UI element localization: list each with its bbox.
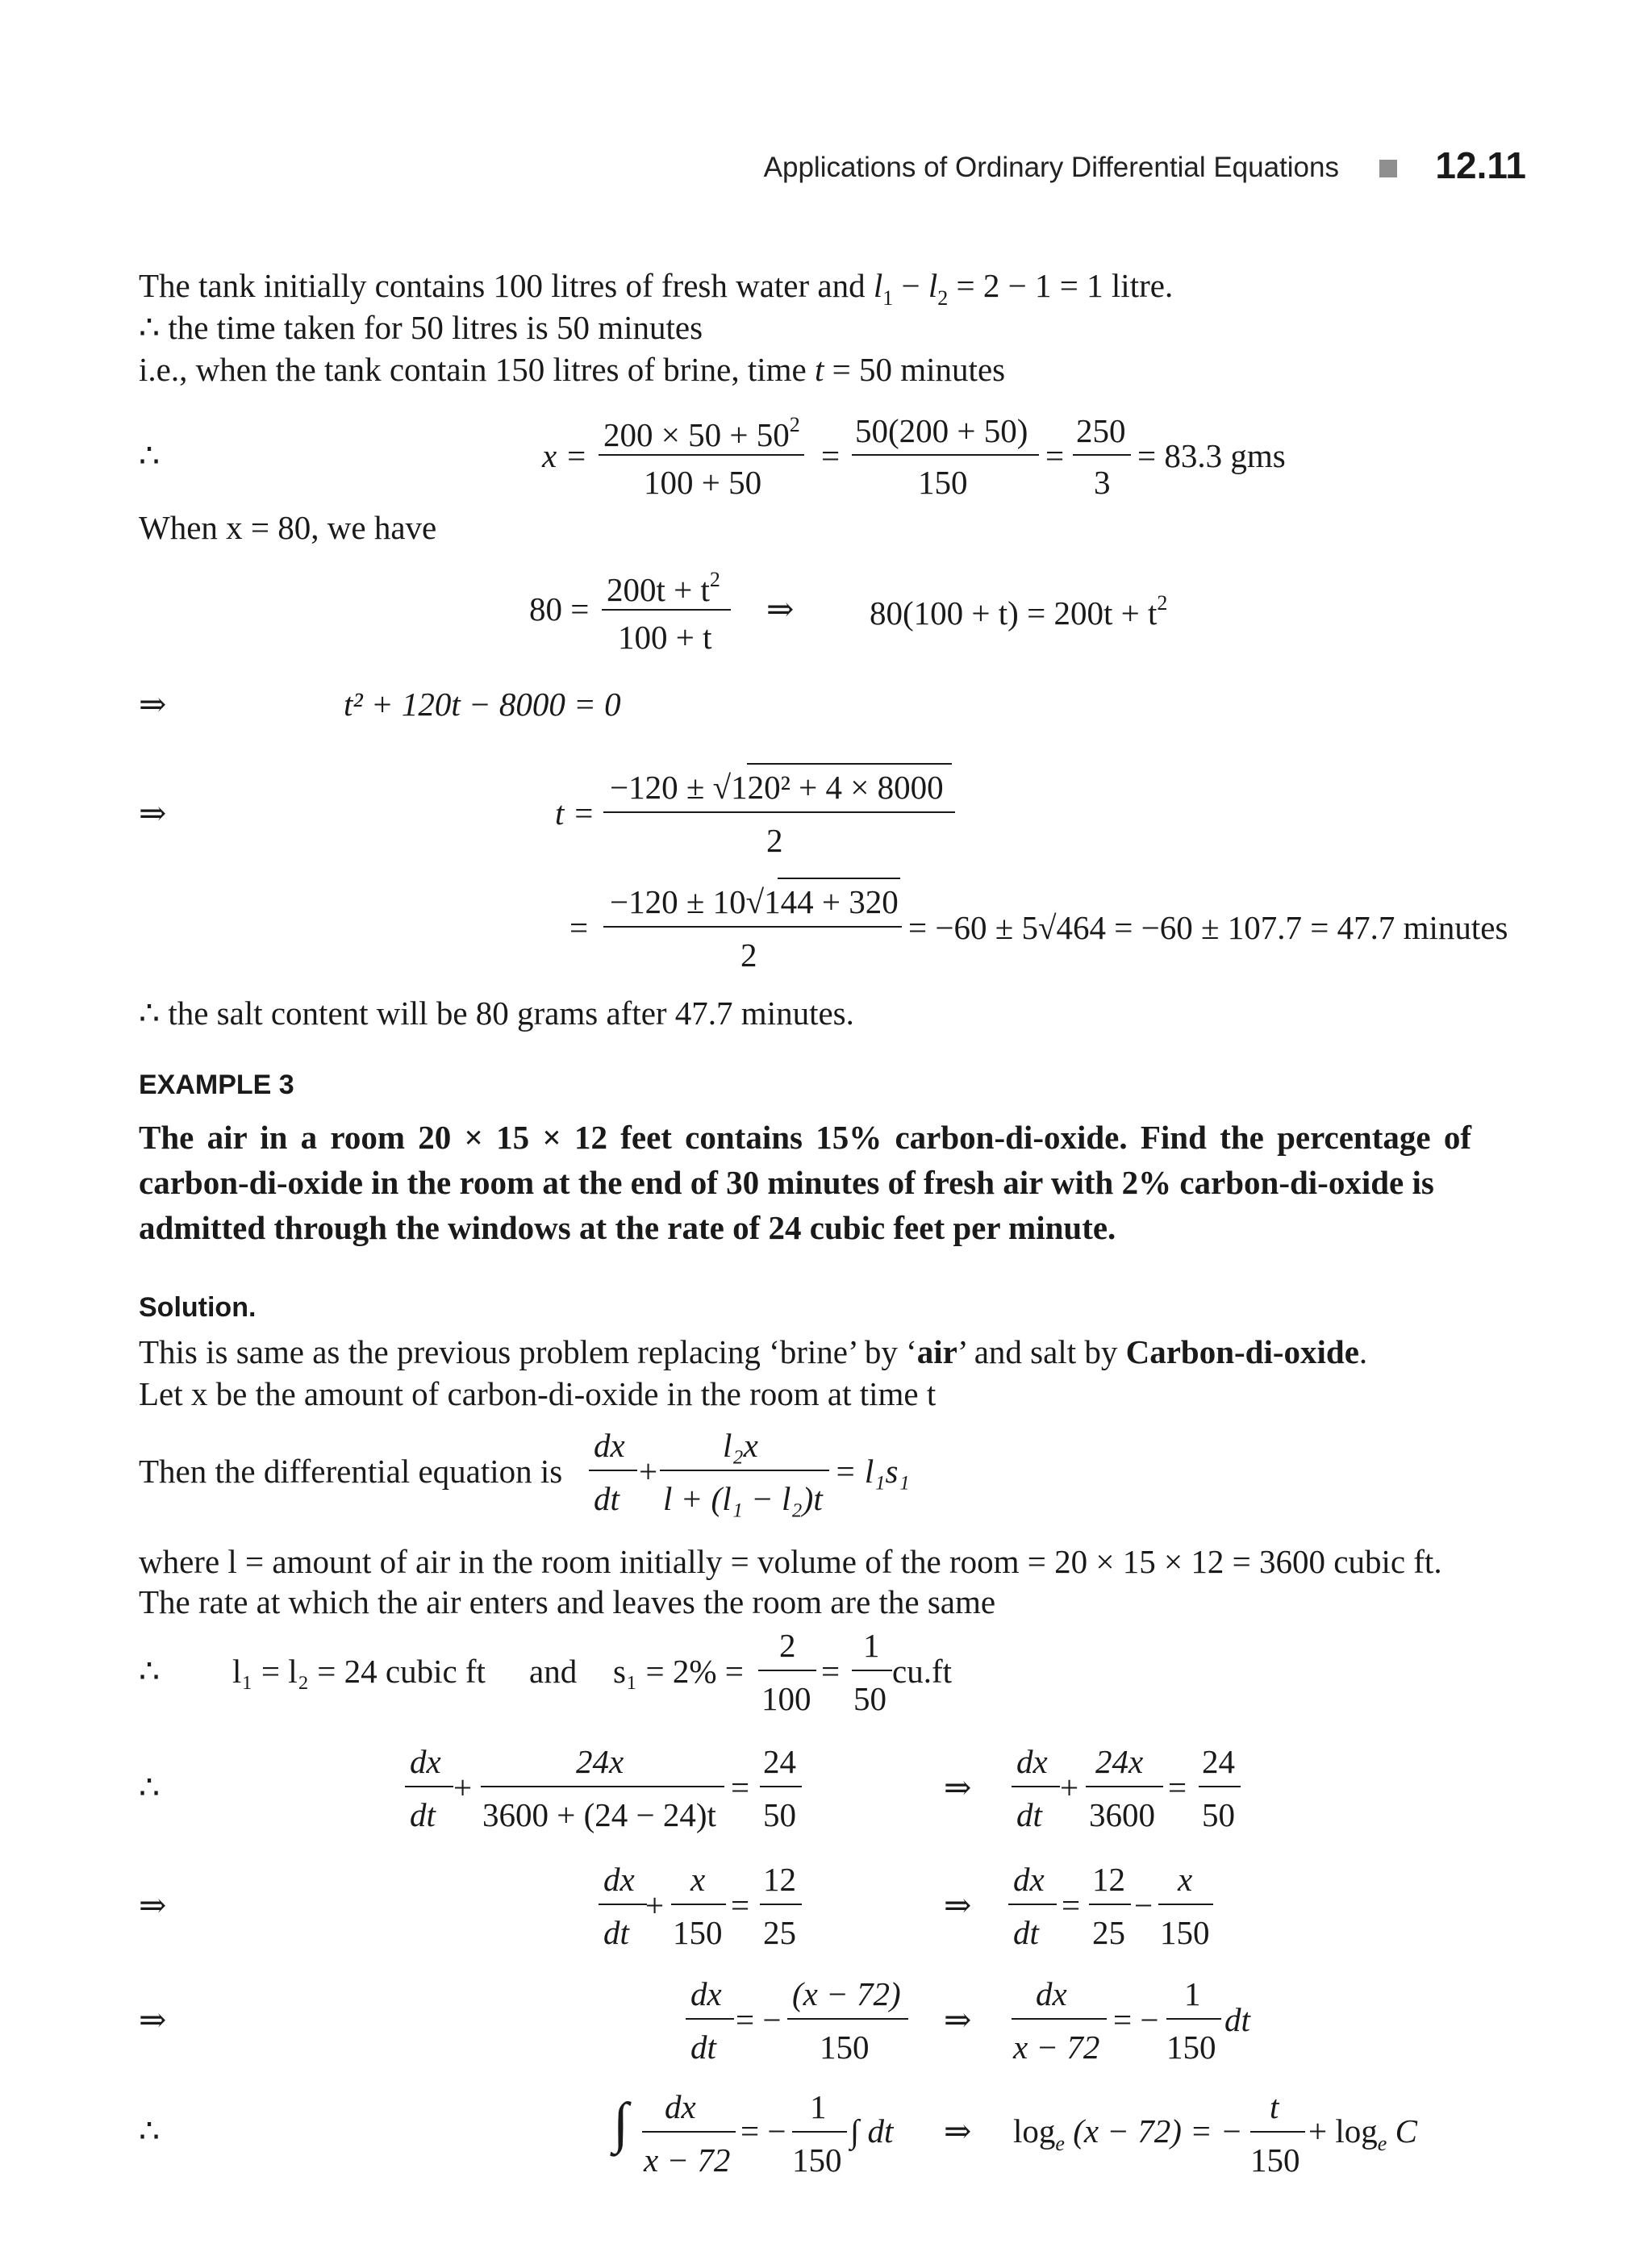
text: 80(100 + t) = 200t + t	[870, 594, 1158, 632]
d2-rnum: 12	[763, 1861, 796, 1898]
d4-num: dx	[665, 2088, 696, 2125]
fraction-line	[1012, 1786, 1060, 1787]
equals-minus: = −	[736, 2001, 782, 2038]
fraction-line	[602, 609, 731, 611]
text: = 50 minutes	[824, 351, 1006, 388]
fraction-line	[481, 1786, 724, 1787]
eq-l-part1: l₁ = l₂ = 24 cubic ft	[232, 1653, 486, 1690]
eq-l-f2-den: 50	[853, 1680, 886, 1717]
d4-den: x − 72	[644, 2141, 731, 2179]
eq-x-f1-num: $200 \times 50 + 50^2$	[603, 413, 800, 453]
problem-line-1: The air in a room 20 × 15 × 12 feet contains 15% carbon-di-oxide. Find the percentage of	[139, 1119, 1471, 1156]
when-line: When x = 80, we have	[139, 509, 437, 546]
de-rhs: = l₁s₁	[834, 1453, 910, 1490]
d4-den2: 150	[792, 2141, 842, 2179]
solution-heading: Solution.	[139, 1292, 257, 1323]
text: = 2 − 1 = 1 litre.	[948, 267, 1174, 304]
therefore-symbol: ∴	[139, 1769, 161, 1806]
fraction-line	[589, 1470, 637, 1471]
para1-line1: The tank initially contains 100 litres of fresh water and $l_1 - l_2 = 2 - 1 = 1$ litre.	[139, 267, 1174, 310]
problem-line-2: carbon-di-oxide in the room at the end of 30 minutes of fresh air with 2% carbon-di-oxide is	[139, 1164, 1434, 1201]
eq-80-rhs: $80(100 + t) = 200t + t^2$	[870, 591, 1168, 632]
text: (x − 72) = −	[1073, 2112, 1243, 2150]
solution-line-3: where l = amount of air in the room initially = volume of the room = 20 × 15 × 12 = 3600 cubic ft.	[139, 1543, 1442, 1580]
d2-den2: 25	[1092, 1914, 1125, 1951]
plus: +	[639, 1453, 658, 1490]
eq-l-f2-num: 1	[863, 1627, 880, 1664]
running-title: Applications of Ordinary Differential Equations	[763, 152, 1339, 183]
text: Carbon-di-oxide	[1125, 1333, 1359, 1370]
implies-arrow: ⇒	[139, 686, 167, 723]
d3-tail: dt	[1224, 2001, 1250, 2038]
equals-minus: = −	[740, 2112, 786, 2150]
d4-log-rhs	[1308, 2112, 1417, 2155]
para1-line3: i.e., when the tank contain 150 litres of brine, time t = 50 minutes	[139, 351, 1006, 388]
sqrt-bar	[747, 763, 952, 765]
eq-x-f1-den: 100 + 50	[644, 464, 762, 501]
fraction-line	[787, 2018, 908, 2020]
equals: =	[569, 909, 589, 946]
square-bullet-icon	[1379, 160, 1397, 177]
d1-dt-2: dt	[1016, 1796, 1042, 1833]
fraction-line	[1250, 2131, 1305, 2133]
d2-num3: x	[1178, 1861, 1193, 1898]
fraction-line	[792, 2131, 847, 2133]
problem-line-3: admitted through the windows at the rate of 24 cubic feet per minute.	[139, 1209, 1116, 1246]
d1-rnum: 24	[763, 1743, 796, 1780]
d2-rden: 25	[763, 1914, 796, 1951]
eq-l-unit: cu.ft	[892, 1653, 952, 1690]
implies-arrow: ⇒	[944, 1887, 972, 1924]
eq-t1-num: −120 ± √120² + 4 × 8000	[610, 769, 944, 806]
d2-den3: 150	[1160, 1914, 1210, 1951]
plus: +	[645, 1887, 665, 1924]
integral-icon: ∫	[613, 2092, 629, 2154]
fraction-line	[1158, 1904, 1213, 1905]
fraction-line	[758, 1670, 816, 1671]
d1-num: 24x	[576, 1743, 624, 1780]
implies-arrow: ⇒	[944, 2112, 972, 2150]
d2-dx-2: dx	[1013, 1861, 1045, 1898]
text: The tank initially contains 100 litres of fresh water and	[139, 267, 874, 304]
fraction-line	[760, 1904, 802, 1905]
example-heading: EXAMPLE 3	[139, 1070, 294, 1100]
fraction-line	[660, 1470, 829, 1471]
eq-x-result: = 83.3 gms	[1137, 437, 1286, 474]
equals: =	[731, 1769, 750, 1806]
d2-dx: dx	[603, 1861, 635, 1898]
d4-log-lhs	[1013, 2112, 1243, 2155]
fraction-line	[852, 454, 1039, 456]
fraction-line	[671, 1904, 726, 1905]
fraction-line	[599, 454, 804, 456]
plus: +	[1060, 1769, 1079, 1806]
implies-arrow: ⇒	[944, 2001, 972, 2038]
fraction-line	[603, 811, 955, 813]
d1-rden: 50	[763, 1796, 796, 1833]
text: air	[916, 1333, 957, 1370]
d1-rden-2: 50	[1202, 1796, 1235, 1833]
therefore-symbol: ∴	[139, 437, 161, 474]
d3-num: (x − 72)	[792, 1975, 901, 2012]
therefore-symbol: ∴	[139, 2112, 161, 2150]
implies-arrow: ⇒	[944, 1769, 972, 1806]
eq-x-f2-den: 150	[918, 464, 968, 501]
implies-arrow: ⇒	[766, 590, 795, 628]
d3-dt: dt	[690, 2029, 716, 2066]
solution-line-1	[139, 1333, 1368, 1370]
fraction-line	[1199, 1786, 1241, 1787]
d2-num: x	[690, 1861, 706, 1898]
d4-num2: 1	[810, 2088, 827, 2125]
equals: =	[1168, 1769, 1187, 1806]
eq-x-f2-num: 50(200 + 50)	[855, 412, 1028, 449]
eq-t2-den: 2	[740, 936, 757, 974]
eq-t1-lhs: t =	[555, 794, 595, 832]
eq-80-lhs: 80 =	[529, 590, 590, 628]
d3-den2: x − 72	[1013, 2029, 1100, 2066]
d1-den: 3600 + (24 − 24)t	[482, 1796, 716, 1833]
fraction-line	[1166, 2018, 1221, 2020]
equals: =	[821, 437, 841, 474]
eq-l-f1-num: 2	[779, 1627, 796, 1664]
eq-x-f3-den: 3	[1094, 464, 1111, 501]
fraction-line	[1086, 1786, 1163, 1787]
sqrt-bar	[778, 878, 900, 879]
d4-tail: ∫ dt	[850, 2112, 894, 2150]
fraction-line	[852, 1670, 892, 1671]
fraction-line	[405, 1786, 453, 1787]
d2-den: 150	[673, 1914, 723, 1951]
fraction-line	[642, 2131, 736, 2133]
eq-80-den: 100 + t	[618, 619, 712, 656]
fraction-line	[1089, 1904, 1131, 1905]
text: This is same as the previous problem replacing ‘brine’ by ‘	[139, 1333, 917, 1370]
conclusion: ∴ the salt content will be 80 grams after 47.7 minutes.	[139, 995, 854, 1032]
d3-num3: 1	[1184, 1975, 1201, 2012]
text: ’ and salt by	[957, 1333, 1126, 1370]
de-dt: dt	[594, 1480, 620, 1517]
text: e	[1377, 2132, 1387, 2155]
d1-dt: dt	[410, 1796, 436, 1833]
d2-num2: 12	[1092, 1861, 1125, 1898]
running-header	[0, 145, 1526, 194]
implies-arrow: ⇒	[139, 1887, 167, 1924]
d2-dt: dt	[603, 1914, 629, 1951]
text: 200 × 50 + 50	[603, 416, 790, 453]
page-number: 12.11	[1435, 144, 1526, 186]
equals-minus: = −	[1113, 2001, 1159, 2038]
fraction-line	[686, 2018, 734, 2020]
eq-l-part2: s₁ = 2% =	[613, 1653, 744, 1690]
minus: −	[1134, 1887, 1153, 1924]
eq-t1-den: 2	[766, 822, 783, 859]
fraction-line	[1008, 1904, 1057, 1905]
fraction-line	[603, 926, 902, 928]
de-dx: dx	[594, 1427, 625, 1464]
equals: =	[731, 1887, 750, 1924]
therefore-symbol: ∴	[139, 1653, 161, 1690]
text: e	[1055, 2132, 1065, 2155]
eq-l-f1-den: 100	[761, 1680, 811, 1717]
de-text: Then the differential equation is	[139, 1453, 563, 1490]
de-num2: l₂x	[723, 1427, 758, 1464]
solution-line-2: Let x be the amount of carbon-di-oxide in the room at time t	[139, 1375, 937, 1412]
text: 200t + t	[607, 571, 710, 608]
text: C	[1395, 2112, 1417, 2150]
d1-dx: dx	[410, 1743, 441, 1780]
d3-den3: 150	[1166, 2029, 1216, 2066]
equals: =	[821, 1653, 841, 1690]
eq-x-f3-num: 250	[1076, 412, 1126, 449]
eq-l-and: and	[529, 1653, 578, 1690]
eq-quad: t² + 120t − 8000 = 0	[344, 686, 621, 723]
fraction-line	[599, 1904, 647, 1905]
equals: =	[1062, 1887, 1081, 1924]
d1-den2: 3600	[1089, 1796, 1155, 1833]
d3-dx: dx	[690, 1975, 722, 2012]
text: log	[1013, 2112, 1056, 2150]
plus: +	[453, 1769, 473, 1806]
d1-num2: 24x	[1095, 1743, 1144, 1780]
text: .	[1358, 1333, 1368, 1370]
fraction-line	[1012, 2018, 1107, 2020]
d3-num2: dx	[1036, 1975, 1067, 2012]
fraction-line	[1073, 454, 1131, 456]
d4-num3: t	[1270, 2088, 1279, 2125]
equals: =	[1045, 437, 1065, 474]
d1-dx-2: dx	[1016, 1743, 1048, 1780]
text: i.e., when the tank contain 150 litres of brine, time	[139, 351, 815, 388]
d4-den3: 150	[1250, 2141, 1300, 2179]
eq-80-num: $200t + t^2$	[607, 568, 720, 608]
implies-arrow: ⇒	[139, 2001, 167, 2038]
fraction-line	[760, 1786, 802, 1787]
d1-rnum-2: 24	[1202, 1743, 1235, 1780]
eq-t2-rest: = −60 ± 5√464 = −60 ± 107.7 = 47.7 minutes	[908, 909, 1508, 946]
eq-x-lhs: x =	[542, 437, 588, 474]
text: + log	[1308, 2112, 1378, 2150]
d2-dt-2: dt	[1013, 1914, 1039, 1951]
solution-line-4: The rate at which the air enters and leaves the room are the same	[139, 1583, 996, 1620]
d3-den: 150	[820, 2029, 870, 2066]
de-den2: l + (l₁ − l₂)t	[663, 1480, 823, 1517]
para1-line2: ∴ the time taken for 50 litres is 50 minutes	[139, 309, 703, 346]
eq-t2-num: −120 ± 10√144 + 320	[610, 883, 899, 920]
implies-arrow: ⇒	[139, 794, 167, 832]
